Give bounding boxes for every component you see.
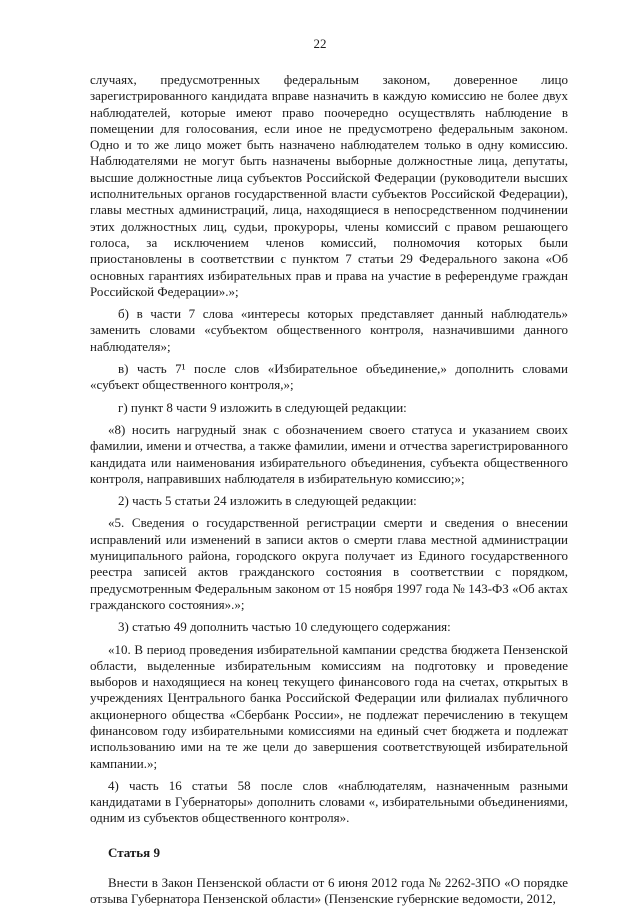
paragraph-item-g: г) пункт 8 части 9 изложить в следующей редакции: [118, 399, 407, 415]
paragraph-clause-5: «5. Сведения о государственной регистрации смерти и сведения о внесении исправлений или изменений в записи актов о смерти глава местной администрации муниципального района, городского округа получает из Единого государственного реестра записей актов гражданского состояния в соответствии с порядком, предусмотренным Федеральным законом от 15 ноября 1997 года № 143-ФЗ «Об актах гражданского состояния».»; [90, 515, 568, 612]
paragraph-observers: случаях, предусмотренных федеральным законом, доверенное лицо зарегистрированного кандидата вправе назначить в каждую комиссию не более двух наблюдателей, которые имеют право поочередно осуществлять наблюдение в помещении для голосования, если иное не предусмотрено федеральным законом. Одно и то же лицо может быть назначено наблюдателем только в одну комиссию. Наблюдателями не могут быть назначены выборные должностные лица, депутаты, высшие должностные лица субъектов Российской Федерации (руководители высших исполнительных органов государственной власти субъектов Российской Федерации), главы местных администраций, лица, находящиеся в непосредственном подчинении этих должностных лиц, судьи, прокуроры, члены комиссий с правом решающего голоса, за исключением членов комиссий, полномочия которых были приостановлены в соответствии с пунктом 7 статьи 29 Федерального закона «Об основных гарантиях избирательных прав и права на участие в референдуме граждан Российской Федерации».»; [90, 72, 568, 299]
paragraph-item-2: 2) часть 5 статьи 24 изложить в следующей редакции: [118, 493, 417, 509]
paragraph-item-4: 4) часть 16 статьи 58 после слов «наблюдателям, назначенным разными кандидатами в Губернаторы» дополнить словами «, избирательными объединениями, одним из субъектов общественного контроля». [90, 777, 568, 826]
paragraph-item-b: б) в части 7 слова «интересы которых представляет данный наблюдатель» заменить словами «субъектом общественного контроля, назначившими данного наблюдателя»; [90, 306, 568, 354]
paragraph-closing: Внести в Закон Пензенской области от 6 июня 2012 года № 2262-ЗПО «О порядке отзыва Губернатора Пензенской области» (Пензенские губернские ведомости, 2012, [90, 875, 568, 907]
paragraph-item-v: в) часть 7¹ после слов «Избирательное объединение,» дополнить словами «субъект общественного контроля,»; [90, 361, 568, 393]
page-number: 22 [313, 36, 327, 51]
paragraph-clause-8: «8) носить нагрудный знак с обозначением своего статуса и указанием своих фамилии, имени и отчества, а также фамилии, имени и отчества зарегистрированного кандидата или наименования избирательного объединения, субъекта общественного контроля, направивших наблюдателя в избирательную комиссию;»; [90, 421, 568, 486]
document-body [90, 72, 568, 914]
paragraph-clause-10: «10. В период проведения избирательной кампании средства бюджета Пензенской области, выделенные избирательным комиссиям на подготовку и проведение выборов и находящиеся на конец текущего финансового года на счетах, открытых в учреждениях Центрального банка Российской Федерации или филиалах публичного акционерного общества «Сбербанк России», не подлежат перечислению в текущем финансовом году избирательными комиссиями на единый счет бюджета и подлежат использованию ими на те же цели до завершения соответствующей избирательной кампании.»; [90, 641, 568, 771]
paragraph-item-3: 3) статью 49 дополнить частью 10 следующего содержания: [118, 619, 451, 635]
article-heading: Статья 9 [108, 844, 160, 860]
